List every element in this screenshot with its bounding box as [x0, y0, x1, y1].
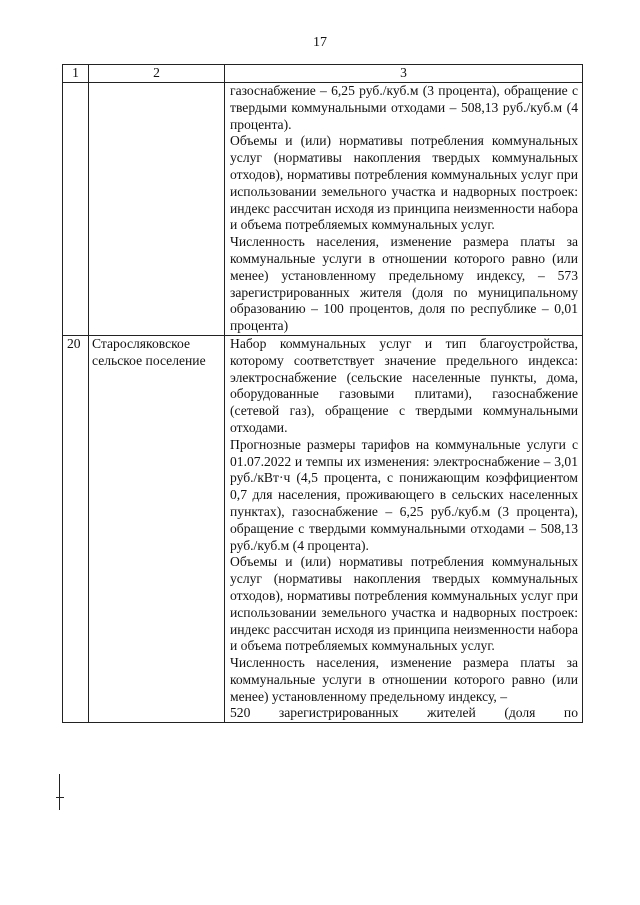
paragraph: Набор коммунальных услуг и тип благоустройства, которому соответствует значение предельного индекса: электроснабжение (сельские населенные пункты, дома, оборудованные газовыми плитами), газоснабжение (сетевой газ), обращение с твердыми коммунальными отходами. — [230, 335, 578, 435]
row-content — [225, 335, 583, 722]
row-number: 20 — [63, 335, 89, 722]
table-row — [63, 335, 583, 722]
table-row — [63, 83, 583, 336]
header-col-1: 1 — [63, 65, 89, 83]
scan-edge-mark — [59, 774, 60, 810]
paragraph: Прогнозные размеры тарифов на коммунальные услуги с 01.07.2022 и темпы их изменения: электроснабжение – 3,01 руб./кВт·ч (4,5 процента, с понижающим коэффициентом 0,7 для населения, проживающего в сельских населенных пунктах), газоснабжение – 6,25 руб./куб.м (3 процента), обращение с твердыми коммунальными отходами – 508,13 руб./куб.м (4 процента). — [230, 436, 578, 553]
settlement-name: Старосляковское сельское поселение — [89, 335, 225, 722]
header-col-2: 2 — [89, 65, 225, 83]
table-header-row — [63, 65, 583, 83]
paragraph: Численность населения, изменение размера платы за коммунальные услуги в отношении которого равно (или менее) установленному предельному индексу, – — [230, 655, 578, 704]
tariff-table — [62, 64, 583, 723]
row-content — [225, 83, 583, 336]
paragraph-continuation: 520 зарегистрированных жителей (доля по — [230, 705, 578, 721]
settlement-name — [89, 83, 225, 336]
scan-edge-mark — [56, 797, 64, 798]
header-col-3: 3 — [225, 65, 583, 83]
paragraph: Объемы и (или) нормативы потребления коммунальных услуг (нормативы накопления твердых коммунальных отходов), нормативы потребления коммунальных услуг при использовании земельного участка и надворных построек: индекс рассчитан исходя из принципа неизменности набора и объема потребляемых коммунальных услуг. — [230, 133, 578, 233]
paragraph: Численность населения, изменение размера платы за коммунальные услуги в отношении которого равно (или менее) установленному предельному индексу, – 573 зарегистрированных жителя (доля по муниципальному образованию – 100 процентов, доля по республике – 0,01 процента) — [230, 234, 578, 334]
row-number — [63, 83, 89, 336]
paragraph: Объемы и (или) нормативы потребления коммунальных услуг (нормативы накопления твердых коммунальных отходов), нормативы потребления коммунальных услуг при использовании земельного участка и надворных построек: индекс рассчитан исходя из принципа неизменности набора и объема потребляемых коммунальных услуг. — [230, 554, 578, 654]
page-number: 17 — [313, 35, 327, 50]
paragraph: газоснабжение – 6,25 руб./куб.м (3 процента), обращение с твердыми коммунальными отходами – 508,13 руб./куб.м (4 процента). — [230, 83, 578, 132]
